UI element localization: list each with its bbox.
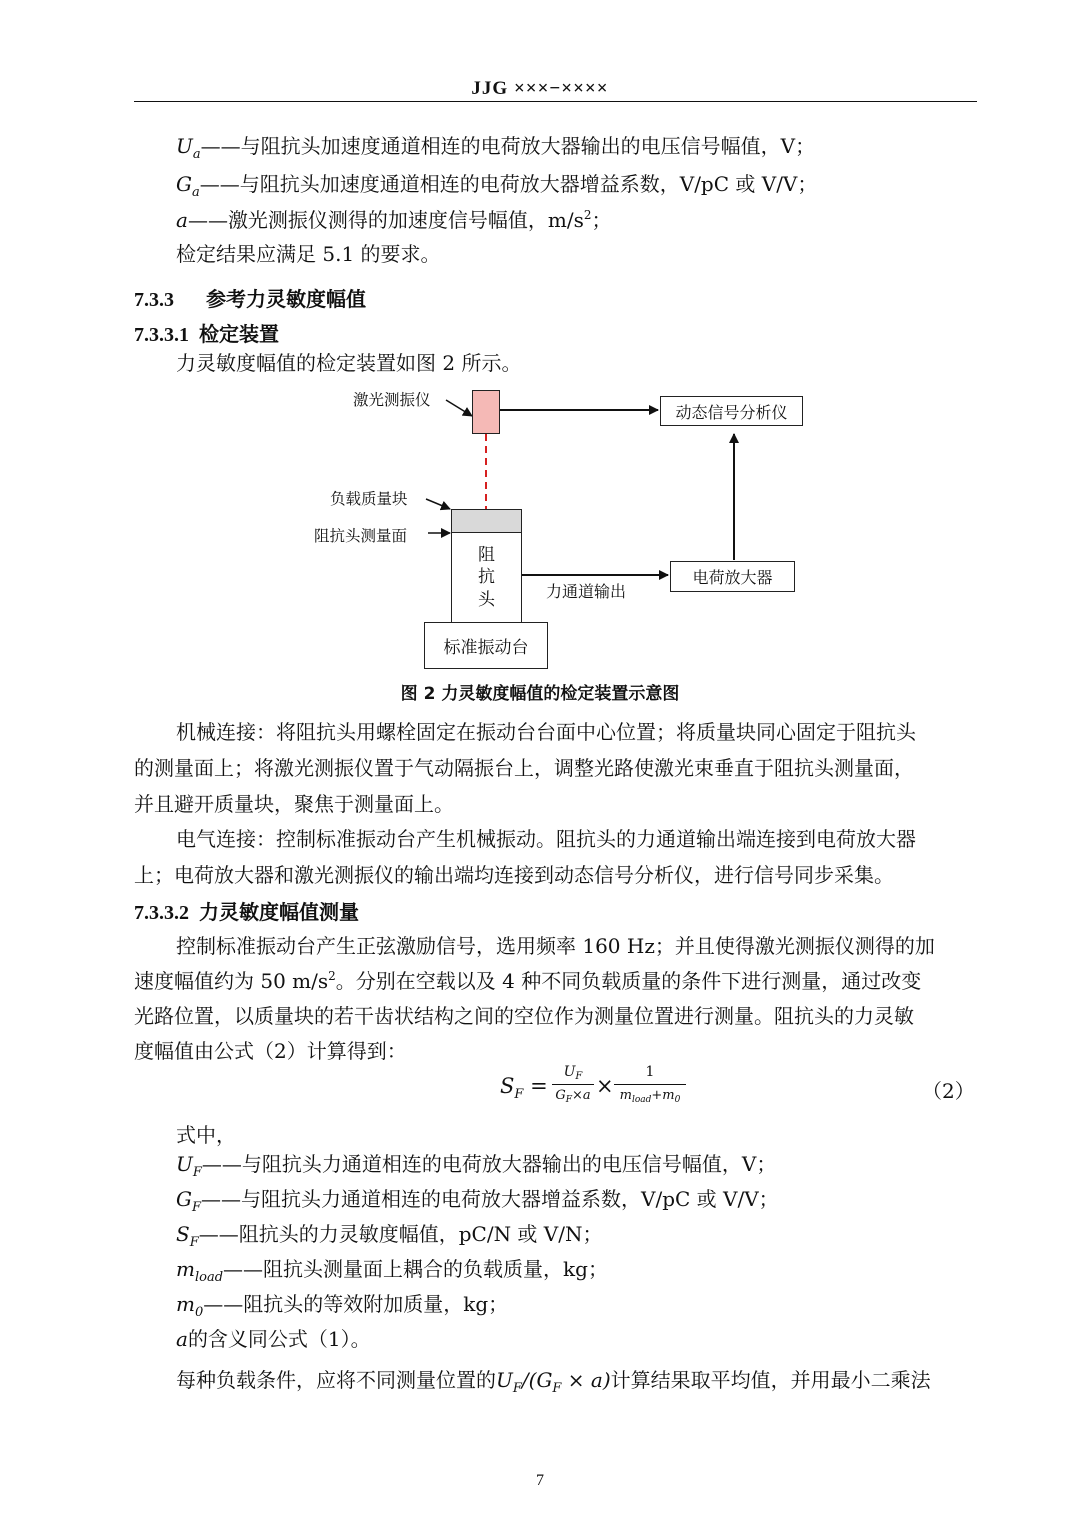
last-line-post: 计算结果取平均值，并用最小二乘法 [610,1368,931,1392]
fraction-2-numerator: 1 [645,1064,655,1080]
expr-u-sub: F [512,1381,522,1396]
meas-line-2-pre: 速度幅值约为 50 m/s [134,969,329,993]
mech-line-1: 机械连接：将阻抗头用螺栓固定在振动台台面中心位置；将质量块同心固定于阻抗头 [176,720,916,744]
section-number: 7.3.3.2 [134,902,189,924]
definition-text: ——与阻抗头力通道相连的电荷放大器增益系数，V/pC 或 V/V； [201,1187,779,1211]
def-uf [176,1154,776,1179]
definition-text: ——阻抗头的等效附加质量，kg； [203,1292,509,1316]
figure-caption: 图 2 力灵敏度幅值的检定装置示意图 [400,684,680,704]
fraction-2-denominator [614,1088,686,1105]
den-subscript-2: 0 [674,1095,681,1105]
meas-line-2-post: 。分别在空载以及 4 种不同负载质量的条件下进行测量，通过改变 [335,969,922,993]
subscript: load [194,1270,224,1285]
symbol: G [176,172,192,196]
symbol: S [176,1222,190,1246]
formula-number: （2） [922,1079,975,1103]
symbol: U [176,134,193,158]
mech-line-3: 并且避开质量块，聚焦于测量面上。 [134,792,454,816]
def-sf [176,1224,602,1249]
fraction-1-numerator [552,1064,594,1082]
load-mass-block [451,509,522,533]
document-header: JJG ×××−×××× [471,78,609,99]
expr-g-sub: F [552,1381,562,1396]
superscript: 2 [583,208,592,222]
def-ua [176,136,815,161]
impedance-head-char: 抗 [478,567,495,588]
definition-text: ——与阻抗头加速度通道相连的电荷放大器输出的电压信号幅值，V； [200,134,816,158]
num-symbol: U [563,1064,576,1080]
symbol: a [176,208,188,232]
last-line [176,1364,931,1396]
impedance-head-char: 阻 [478,545,495,566]
num-subscript: F [575,1071,583,1082]
definition-text: ——与阻抗头力通道相连的电荷放大器输出的电压信号幅值，V； [201,1152,777,1176]
lhs-symbol: S [500,1074,515,1098]
mech-line-2: 的测量面上；将激光测振仪置于气动隔振台上，调整光路使激光束垂直于阻抗头测量面， [134,756,914,780]
arrow-mass-label [426,499,450,509]
den-rest: ×a [571,1088,591,1103]
den-symbol: G [555,1088,566,1103]
measure-face-label: 阻抗头测量面 [314,527,408,545]
lhs-subscript: F [514,1087,524,1102]
subscript: 0 [194,1305,204,1320]
symbol: U [176,1152,193,1176]
section-title: 检定装置 [199,322,279,346]
subscript: a [192,147,201,162]
symbol: G [176,1187,192,1211]
analyzer-label: 动态信号分析仪 [675,402,788,422]
meas-line-1: 控制标准振动台产生正弦激励信号，选用频率 160 Hz；并且使得激光测振仪测得的加 [176,934,935,958]
analyzer-box [660,396,803,426]
definition-tail: ； [591,208,612,232]
definition-text: ——与阻抗头加速度通道相连的电荷放大器增益系数，V/pC 或 V/V； [199,172,818,196]
symbol: a [176,1327,188,1351]
symbol: m [176,1292,195,1316]
symbol: m [176,1257,195,1281]
definition-text: ——阻抗头的力灵敏度幅值，pC/N 或 V/N； [198,1222,603,1246]
elec-line-2: 上；电荷放大器和激光测振仪的输出端均连接到动态信号分析仪，进行信号同步采集。 [134,863,894,887]
arrow-laser-label [446,400,472,416]
section-title: 力灵敏度幅值测量 [199,900,359,924]
section-title: 参考力灵敏度幅值 [206,287,366,311]
section-number: 7.3.3 [134,289,174,311]
meas-line-4: 度幅值由公式（2）计算得到： [134,1039,407,1063]
formula-lhs: $S_F$ = [500,1074,548,1102]
force-channel-label: 力通道输出 [546,582,627,601]
superscript: 2 [328,969,336,983]
fraction-1-denominator [552,1088,594,1105]
impedance-head-box [451,532,522,623]
laser-label: 激光测振仪 [353,391,431,409]
shaker-label: 标准振动台 [443,638,529,658]
times-sign: × [596,1074,614,1098]
den-symbol: m [619,1088,632,1103]
header-rule [134,101,977,102]
result-requirement: 检定结果应满足 5.1 的要求。 [176,242,441,266]
charge-amplifier-box [670,561,795,592]
elec-line-1: 电气连接：控制标准振动台产生机械振动。阻抗头的力通道输出端连接到电荷放大器 [176,827,916,851]
section-number: 7.3.3.1 [134,324,189,346]
where-label: 式中， [176,1123,236,1147]
def-mload [176,1259,608,1284]
laser-vibrometer-block [472,390,500,434]
expr-mid: /( [521,1368,537,1392]
figure-intro: 力灵敏度幅值的检定装置如图 2 所示。 [176,351,522,375]
def-m0 [176,1294,508,1319]
expr-u: U [496,1368,513,1392]
load-mass-label: 负载质量块 [330,490,408,508]
meas-line-3: 光路位置，以质量块的若干齿状结构之间的空位作为测量位置进行测量。阻抗头的力灵敏 [134,1004,914,1028]
def-a-same [176,1329,371,1349]
subscript: F [189,1235,199,1250]
impedance-head-char: 头 [478,589,495,610]
definition-text: 的含义同公式（1）。 [187,1327,371,1351]
den-subscript: load [631,1095,652,1105]
section-heading-7-3-3-1 [134,318,279,347]
shaker-box [424,622,548,669]
section-heading-7-3-3 [134,283,366,312]
subscript: F [191,1200,202,1215]
subscript: F [192,1165,202,1180]
def-ga [176,174,817,199]
den-subscript: F [565,1095,572,1105]
page-number: 7 [536,1472,544,1489]
last-line-pre: 每种负载条件，应将不同测量位置的 [176,1368,496,1392]
expr-g: G [536,1368,553,1392]
den-rest: +m [651,1088,675,1103]
expr-end: × a) [561,1368,611,1392]
section-heading-7-3-3-2 [134,896,359,925]
definition-text: ——阻抗头测量面上耦合的负载质量，kg； [223,1257,608,1281]
def-gf [176,1189,779,1214]
definition-text: ——激光测振仪测得的加速度信号幅值，m/s [187,208,584,232]
meas-line-2 [134,965,921,994]
fraction-1-bar [552,1084,594,1085]
fraction-2-bar [614,1084,686,1085]
def-a [176,209,612,230]
subscript: a [191,185,200,200]
charge-amp-label: 电荷放大器 [692,568,773,587]
